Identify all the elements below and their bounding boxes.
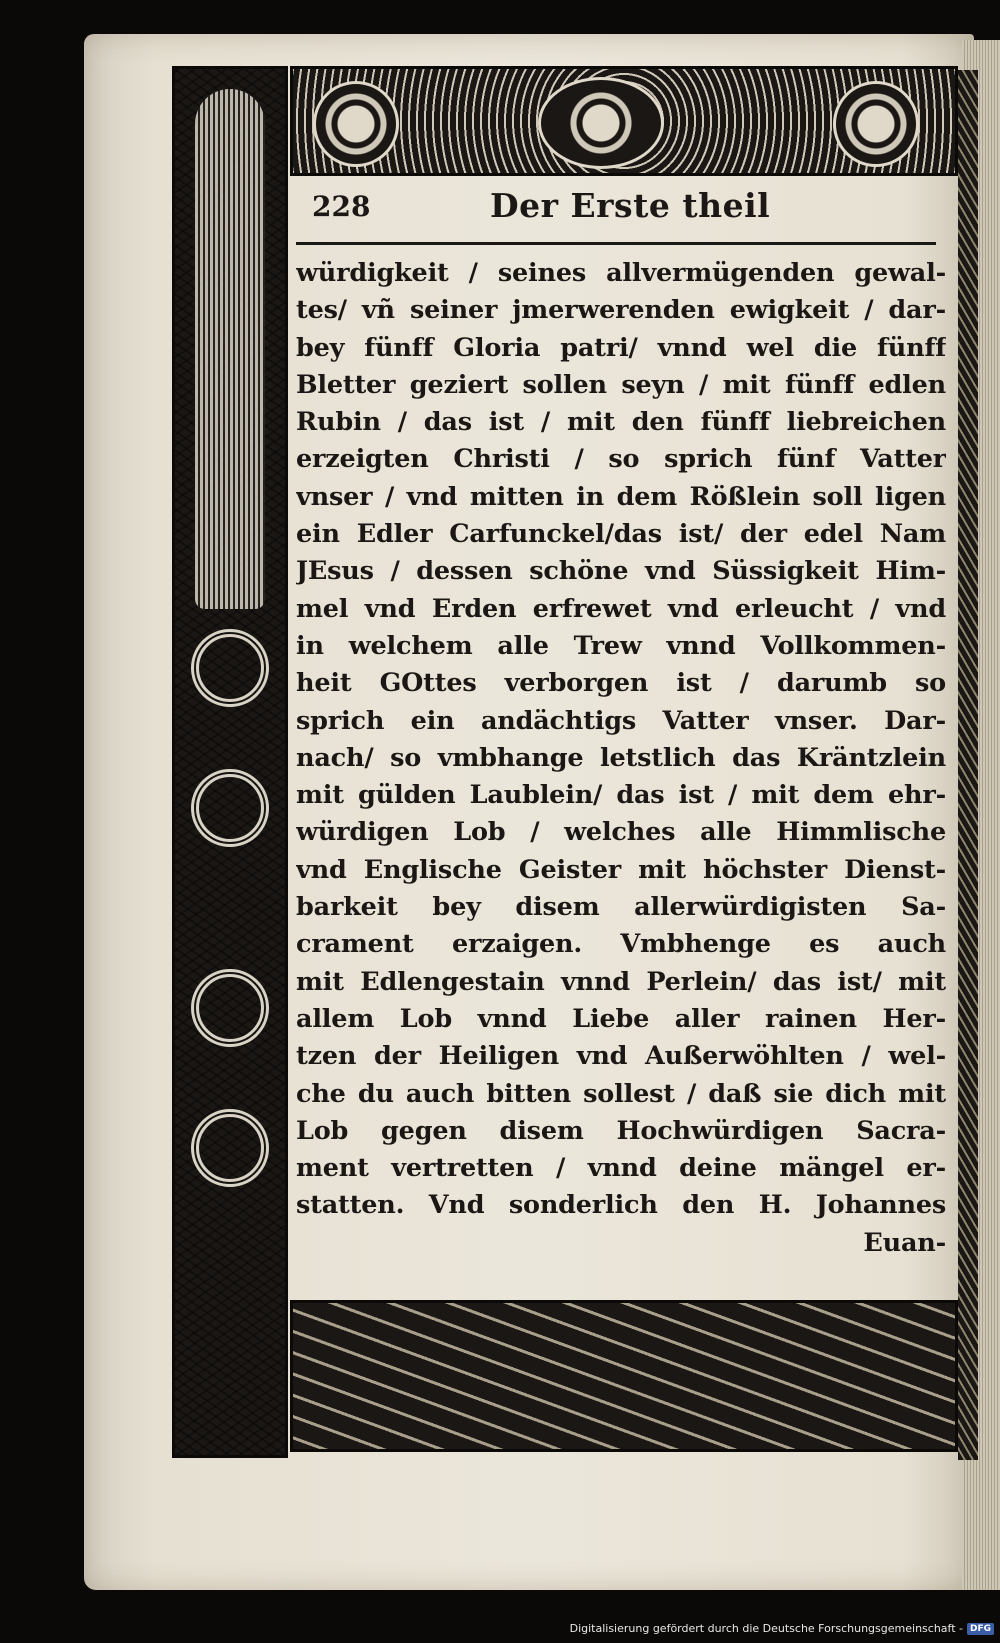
woodcut-border-top [290,66,958,176]
digitization-credit [570,1622,994,1635]
text-line: ment vertretten / vnnd deine mängel er- [296,1153,946,1184]
text-line: mit Edlengestain vnnd Perlein/ das ist/ mit [296,966,946,997]
text-line: che du auch bitten sollest / daß sie dich mit [296,1078,946,1109]
page-header [300,182,940,242]
text-line: in welchem alle Trew vnnd Vollkommen- [296,630,946,661]
credit-text: Digitalisierung gefördert durch die Deutsche Forschungsgemeinschaft - [569,1622,963,1635]
text-line: tes/ vñ seiner jmerwerenden ewigkeit / dar- [296,295,946,326]
scroll-ornament [191,1109,269,1187]
text-line: crament erzaigen. Vmbhenge es auch [296,929,946,960]
scroll-ornament [191,629,269,707]
text-line: bey fünff Gloria patri/ vnnd wel die fünff [296,332,946,363]
woodcut-border-left [172,66,288,1458]
woodcut-border-right [958,70,978,1460]
text-line: erzeigten Christi / so sprich fünf Vatter [296,444,946,475]
header-rule [296,242,936,245]
text-line: mit gülden Laublein/ das ist / mit dem ehr- [296,780,946,811]
catchword: Euan- [863,1227,946,1258]
scroll-ornament [191,769,269,847]
text-line: heit GOttes verborgen ist / darumb so [296,668,946,699]
text-line: würdigkeit / seines allvermügenden gewal- [296,258,946,288]
woodcut-border-bottom [290,1300,958,1452]
text-line: tzen der Heiligen vnd Außerwöhlten / wel- [296,1041,946,1072]
text-line: JEsus / dessen schöne vnd Süssigkeit Him- [296,556,946,587]
star-medallion [313,81,399,167]
page-number: 228 [312,190,371,223]
text-line: Rubin / das ist / mit den fünff liebreichen [296,407,946,438]
text-line: vnser / vnd mitten in dem Rößlein soll ligen [296,481,946,512]
text-line: ein Edler Carfunckel/das ist/ der edel Nam [296,519,946,550]
text-line: sprich ein andächtigs Vatter vnser. Dar- [296,705,946,736]
body-text [296,255,946,1262]
dfg-logo: DFG [967,1623,994,1635]
sun-moon-medallion [538,77,664,169]
text-line: vnd Englische Geister mit höchster Dienst- [296,854,946,885]
text-line: mel vnd Erden erfrewet vnd erleucht / vnd [296,593,946,624]
text-line: Lob gegen disem Hochwürdigen Sacra- [296,1115,946,1146]
running-head: Der Erste theil [490,186,771,225]
text-line: allem Lob vnnd Liebe aller rainen Her- [296,1003,946,1034]
text-line: würdigen Lob / welches alle Himmlische [296,817,946,848]
saint-figure-woodcut [195,89,265,609]
text-line: nach/ so vmbhange letstlich das Kräntzlein [296,742,946,773]
text-line: statten. Vnd sonderlich den H. Johannes [296,1190,946,1221]
text-line: barkeit bey disem allerwürdigisten Sa- [296,892,946,923]
text-line: Bletter geziert sollen seyn / mit fünff edlen [296,369,946,400]
star-medallion [833,81,919,167]
scroll-ornament [191,969,269,1047]
